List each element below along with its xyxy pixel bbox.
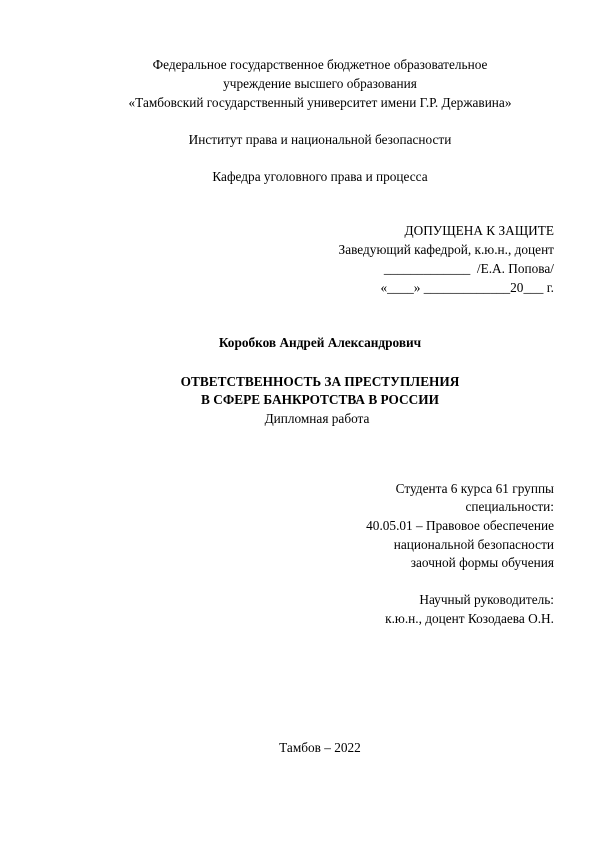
supervisor-name: к.ю.н., доцент Козодаева О.Н. <box>385 611 554 626</box>
student-specialty-label: специальности: <box>465 499 554 514</box>
city-year: Тамбов – 2022 <box>279 740 361 755</box>
approval-position: Заведующий кафедрой, к.ю.н., доцент <box>338 242 554 257</box>
approval-title: ДОПУЩЕНА К ЗАЩИТЕ <box>404 223 554 238</box>
student-study-form: заочной формы обучения <box>410 555 554 570</box>
approval-signature: _____________ /Е.А. Попова/ <box>383 261 554 276</box>
student-specialty-code: 40.05.01 – Правовое обеспечение <box>366 518 554 533</box>
department-name: Кафедра уголовного права и процесса <box>212 169 428 184</box>
student-group: Студента 6 курса 61 группы <box>395 481 554 496</box>
university-name: «Тамбовский государственный университет имени Г.Р. Державина» <box>128 95 512 110</box>
thesis-title-line-2: В СФЕРЕ БАНКРОТСТВА В РОССИИ <box>201 392 439 407</box>
university-education-line: учреждение высшего образования <box>223 76 417 91</box>
university-type-line: Федеральное государственное бюджетное образовательное <box>152 57 488 72</box>
approval-date: «____» _____________20___ г. <box>380 280 554 295</box>
author-name: Коробков Андрей Александрович <box>218 335 422 350</box>
thesis-title-line-1: ОТВЕТСТВЕННОСТЬ ЗА ПРЕСТУПЛЕНИЯ <box>180 374 460 389</box>
student-specialty-name: национальной безопасности <box>393 537 554 552</box>
supervisor-label: Научный руководитель: <box>419 592 554 607</box>
institute-name: Институт права и национальной безопасности <box>188 132 452 147</box>
thesis-type: Дипломная работа <box>264 411 370 426</box>
